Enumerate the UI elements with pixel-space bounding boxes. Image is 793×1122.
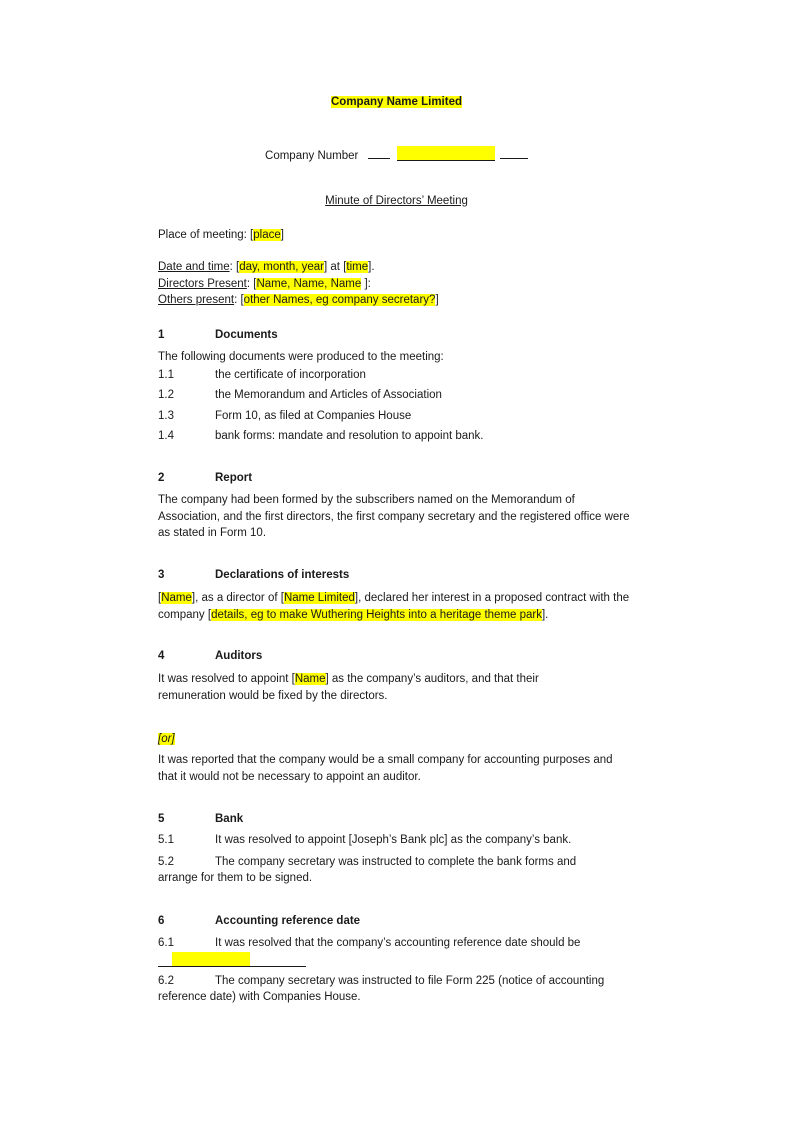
section-4-heading: Auditors (215, 650, 263, 662)
list-item: bank forms: mandate and resolution to appoint bank. (215, 430, 484, 442)
section-2-heading: Report (215, 472, 253, 484)
item-number: 1.4 (158, 430, 174, 442)
list-item-continuation: reference date) with Companies House. (158, 991, 361, 1003)
section-4-number: 4 (158, 650, 165, 662)
list-item: the Memorandum and Articles of Association (215, 389, 442, 401)
list-item: the certificate of incorporation (215, 369, 366, 381)
section-2-number: 2 (158, 472, 165, 484)
list-item: It was resolved that the company’s accounting reference date should be (215, 937, 581, 949)
list-item: It was resolved to appoint [Joseph’s Bank plc] as the company’s bank. (215, 834, 572, 846)
list-item-continuation: arrange for them to be signed. (158, 872, 313, 884)
company-number-line (0, 146, 793, 162)
section-3-heading: Declarations of interests (215, 569, 350, 581)
company-number-field (397, 146, 495, 161)
section-1-heading: Documents (215, 329, 278, 341)
company-name-title: Company Name Limited (331, 96, 462, 108)
blank-line (368, 147, 390, 159)
item-number: 1.2 (158, 389, 174, 401)
accounting-date-highlight (172, 952, 250, 966)
list-item: The company secretary was instructed to file Form 225 (notice of accounting (215, 975, 605, 987)
section-2-body: The company had been formed by the subscribers named on the Memorandum of Association, and the first directors, the first company secretary and the registered office were as stated in Form 10. (158, 494, 630, 539)
place-of-meeting: Place of meeting: [place] (158, 229, 284, 241)
section-5-heading: Bank (215, 813, 244, 825)
section-5-number: 5 (158, 813, 165, 825)
list-item: Form 10, as filed at Companies House (215, 410, 412, 422)
section-4-alternative: It was reported that the company would be a small company for accounting purposes and that it would not be necessary to appoint an auditor. (158, 754, 613, 783)
date-and-time: Date and time: [day, month, year] at [time]. (158, 261, 375, 273)
section-3-body: [Name], as a director of [Name Limited], declared her interest in a proposed contract with the company [details, eg to make Wuthering Heights into a heritage theme park]. (158, 592, 630, 621)
item-number: 1.1 (158, 369, 174, 381)
blank-line (500, 147, 528, 159)
others-present: Others present: [other Names, eg company secretary?] (158, 294, 439, 306)
directors-present: Directors Present: [Name, Name, Name ]: (158, 278, 371, 290)
list-item: The company secretary was instructed to complete the bank forms and (215, 856, 577, 868)
minute-title: Minute of Directors’ Meeting (325, 195, 468, 207)
item-number: 5.1 (158, 834, 174, 846)
section-6-number: 6 (158, 915, 165, 927)
section-1-number: 1 (158, 329, 165, 341)
item-number: 6.1 (158, 937, 174, 949)
section-6-heading: Accounting reference date (215, 915, 361, 927)
section-3-number: 3 (158, 569, 165, 581)
section-4-body: It was resolved to appoint [Name] as the company’s auditors, and that their remuneration would be fixed by the directors. (158, 673, 539, 702)
accounting-date-blank (158, 952, 306, 967)
company-number-label: Company Number (265, 150, 359, 162)
item-number: 6.2 (158, 975, 174, 987)
item-number: 1.3 (158, 410, 174, 422)
section-1-intro: The following documents were produced to the meeting: (158, 351, 444, 363)
alternative-marker: [or] (158, 733, 175, 745)
item-number: 5.2 (158, 856, 174, 868)
